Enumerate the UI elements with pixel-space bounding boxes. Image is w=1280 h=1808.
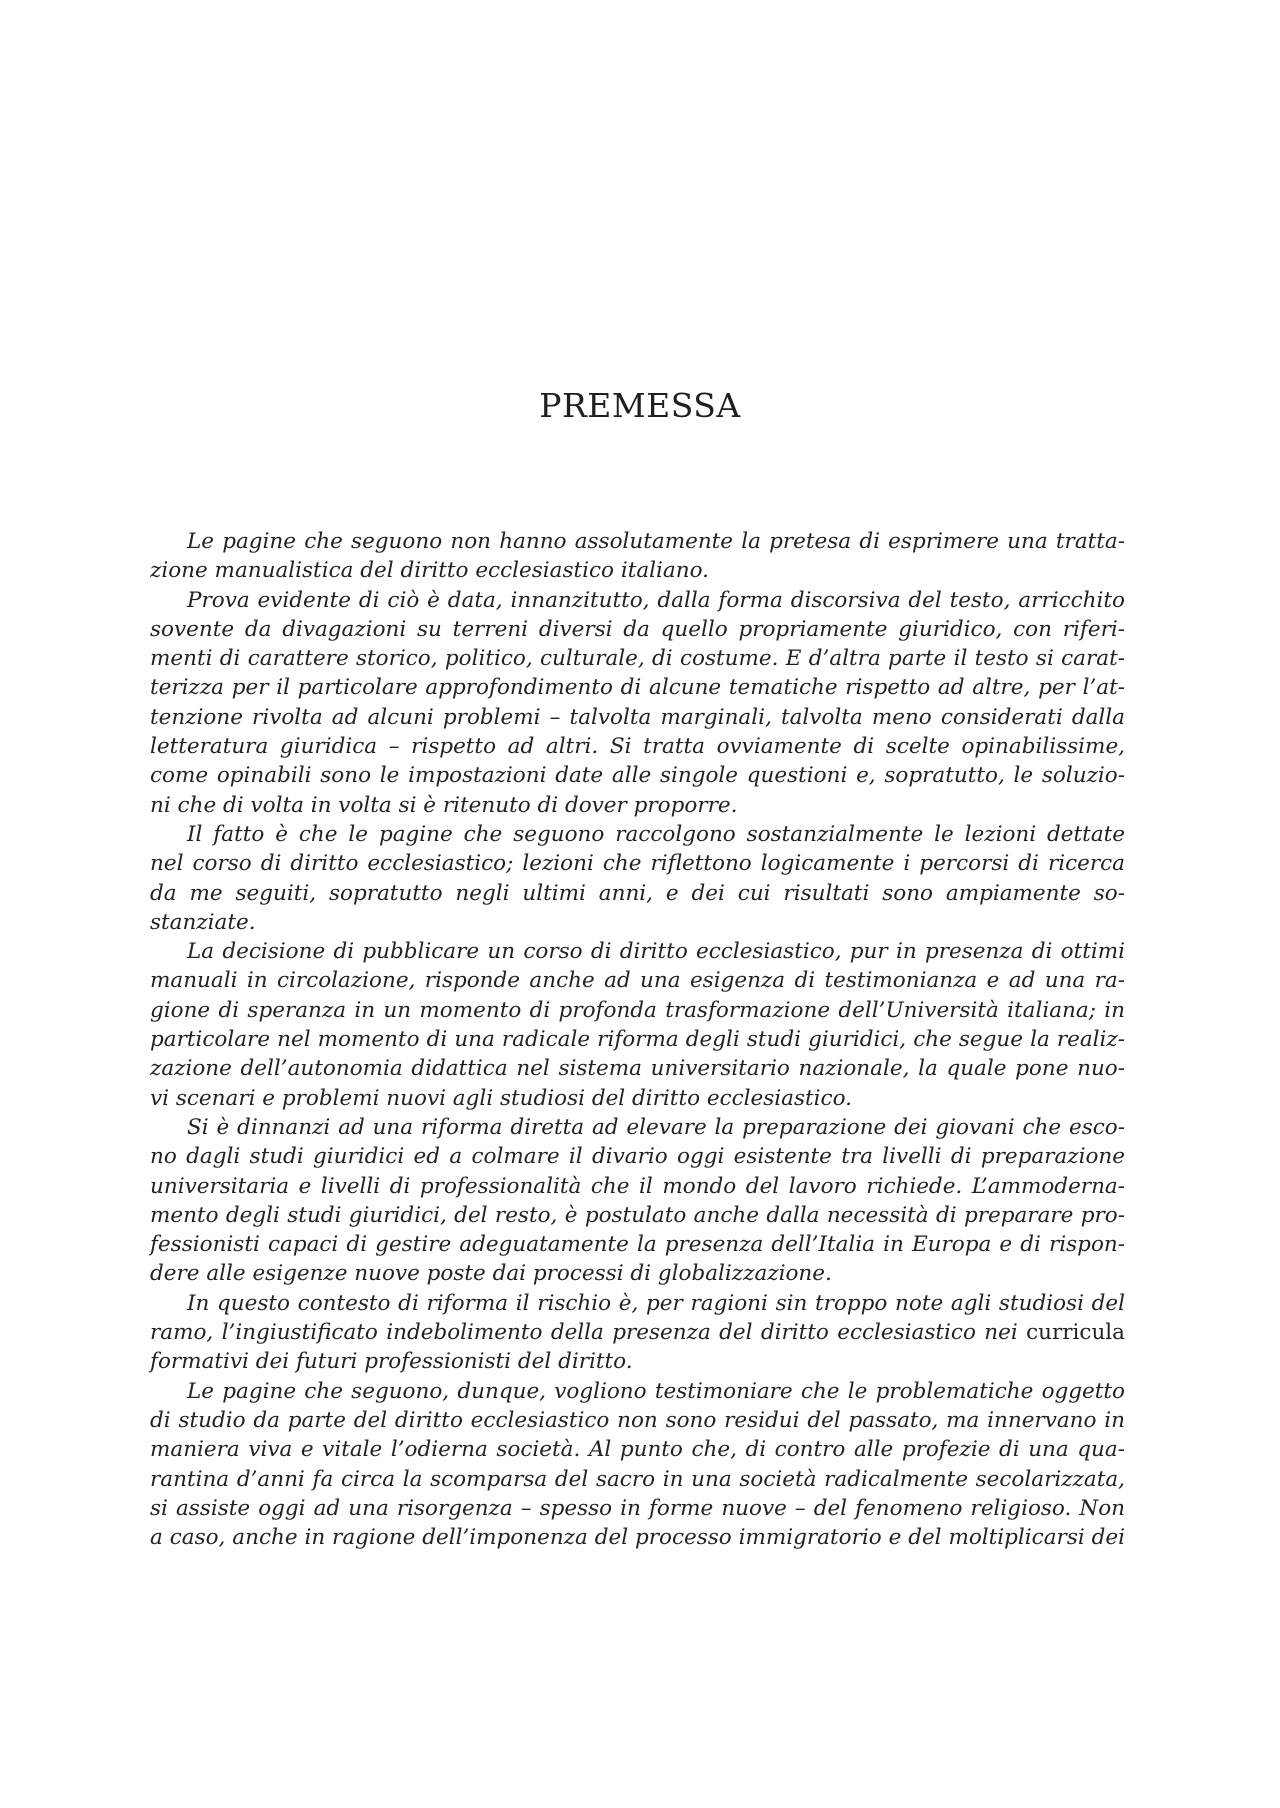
- text-line: dere alle esigenze nuove poste dai processi di globalizzazione.: [150, 1261, 832, 1287]
- text-line: Le pagine che seguono non hanno assolutamente la pretesa di esprimere una tratta-: [187, 529, 1125, 554]
- text-line: Le pagine che seguono, dunque, vogliono testimoniare che le problematiche oggetto: [187, 1378, 1125, 1404]
- text-line: gione di speranza in un momento di profonda trasformazione dell’Università italiana; in: [150, 997, 1125, 1023]
- text-line: a caso, anche in ragione dell’imponenza del processo immigratorio e del moltiplicarsi dei: [150, 1525, 1125, 1551]
- text-line: manuali in circolazione, risponde anche ad una esigenza di testimonianza e ad una ra-: [150, 968, 1125, 994]
- text-line: vi scenari e problemi nuovi agli studiosi del diritto ecclesiastico.: [150, 1085, 852, 1111]
- latin-term: curricula: [1026, 1320, 1125, 1346]
- text-line: ni che di volta in volta si è ritenuto di dover proporre.: [150, 792, 738, 818]
- paragraph: [150, 527, 1125, 586]
- text-line: maniera viva e vitale l’odierna società. Al punto che, di contro alle profezie di una qua-: [150, 1437, 1125, 1463]
- text-line: terizza per il particolare approfondimento di alcune tematiche rispetto ad altre, per l’at-: [150, 675, 1125, 701]
- text-line: particolare nel momento di una radicale riforma degli studi giuridici, che segue la realiz-: [150, 1027, 1125, 1053]
- text-line: rantina d’anni fa circa la scomparsa del sacro in una società radicalmente secolarizzata,: [150, 1466, 1125, 1492]
- paragraph: [150, 1289, 1125, 1377]
- text-line: sovente da divagazioni su terreni diversi da quello propriamente giuridico, con riferi-: [150, 616, 1125, 642]
- text-line: zione manualistica del diritto ecclesiastico italiano.: [150, 558, 709, 584]
- text-line: Il fatto è che le pagine che seguono raccolgono sostanzialmente le lezioni dettate: [187, 821, 1125, 847]
- text-line: universitaria e livelli di professionalità che il mondo del lavoro richiede. L’ammoderna-: [150, 1173, 1125, 1199]
- text-line: di studio da parte del diritto ecclesiastico non sono residui del passato, ma innervano in: [150, 1407, 1125, 1433]
- text-line: come opinabili sono le impostazioni date alle singole questioni e, sopratutto, le soluzio-: [150, 763, 1125, 789]
- page-title: PREMESSA: [539, 386, 741, 425]
- text-line: stanziate.: [150, 909, 256, 935]
- text-line: fessionisti capaci di gestire adeguatamente la presenza dell’Italia in Europa e di rispon-: [150, 1232, 1125, 1258]
- paragraph: [150, 937, 1125, 1113]
- text-line: La decisione di pubblicare un corso di diritto ecclesiastico, pur in presenza di ottimi: [187, 939, 1125, 965]
- text-line: formativi dei futuri professionisti del diritto.: [150, 1349, 633, 1375]
- text-segment: ramo, l’ingiustificato indebolimento della presenza del diritto ecclesiastico nei: [150, 1320, 1018, 1346]
- text-line: In questo contesto di riforma il rischio è, per ragioni sin troppo note agli studiosi del: [187, 1290, 1125, 1316]
- text-line: menti di carattere storico, politico, culturale, di costume. E d’altra parte il testo si carat-: [150, 646, 1125, 672]
- paragraph: [150, 586, 1125, 820]
- text-line: tenzione rivolta ad alcuni problemi – talvolta marginali, talvolta meno considerati dalla: [150, 704, 1125, 730]
- text-line: [150, 1318, 1125, 1347]
- text-line: Si è dinnanzi ad una riforma diretta ad elevare la preparazione dei giovani che esco-: [187, 1114, 1125, 1140]
- text-line: nel corso di diritto ecclesiastico; lezioni che riflettono logicamente i percorsi di ricerca: [150, 851, 1125, 877]
- text-line: da me seguiti, sopratutto negli ultimi anni, e dei cui risultati sono ampiamente so-: [150, 880, 1125, 906]
- paragraph: [150, 1377, 1125, 1553]
- paragraph: [150, 1113, 1125, 1289]
- paragraph: [150, 820, 1125, 937]
- body-text: [150, 527, 1125, 1552]
- text-line: mento degli studi giuridici, del resto, è postulato anche dalla necessità di preparare pro-: [150, 1202, 1125, 1228]
- text-line: zazione dell’autonomia didattica nel sistema universitario nazionale, la quale pone nuo-: [150, 1056, 1125, 1082]
- text-line: Prova evidente di ciò è data, innanzitutto, dalla forma discorsiva del testo, arricchito: [187, 587, 1125, 613]
- text-line: no dagli studi giuridici ed a colmare il divario oggi esistente tra livelli di preparazione: [150, 1144, 1125, 1170]
- text-line: si assiste oggi ad una risorgenza – spesso in forme nuove – del fenomeno religioso. Non: [150, 1495, 1125, 1521]
- text-line: letteratura giuridica – rispetto ad altri. Si tratta ovviamente di scelte opinabilissime,: [150, 734, 1125, 760]
